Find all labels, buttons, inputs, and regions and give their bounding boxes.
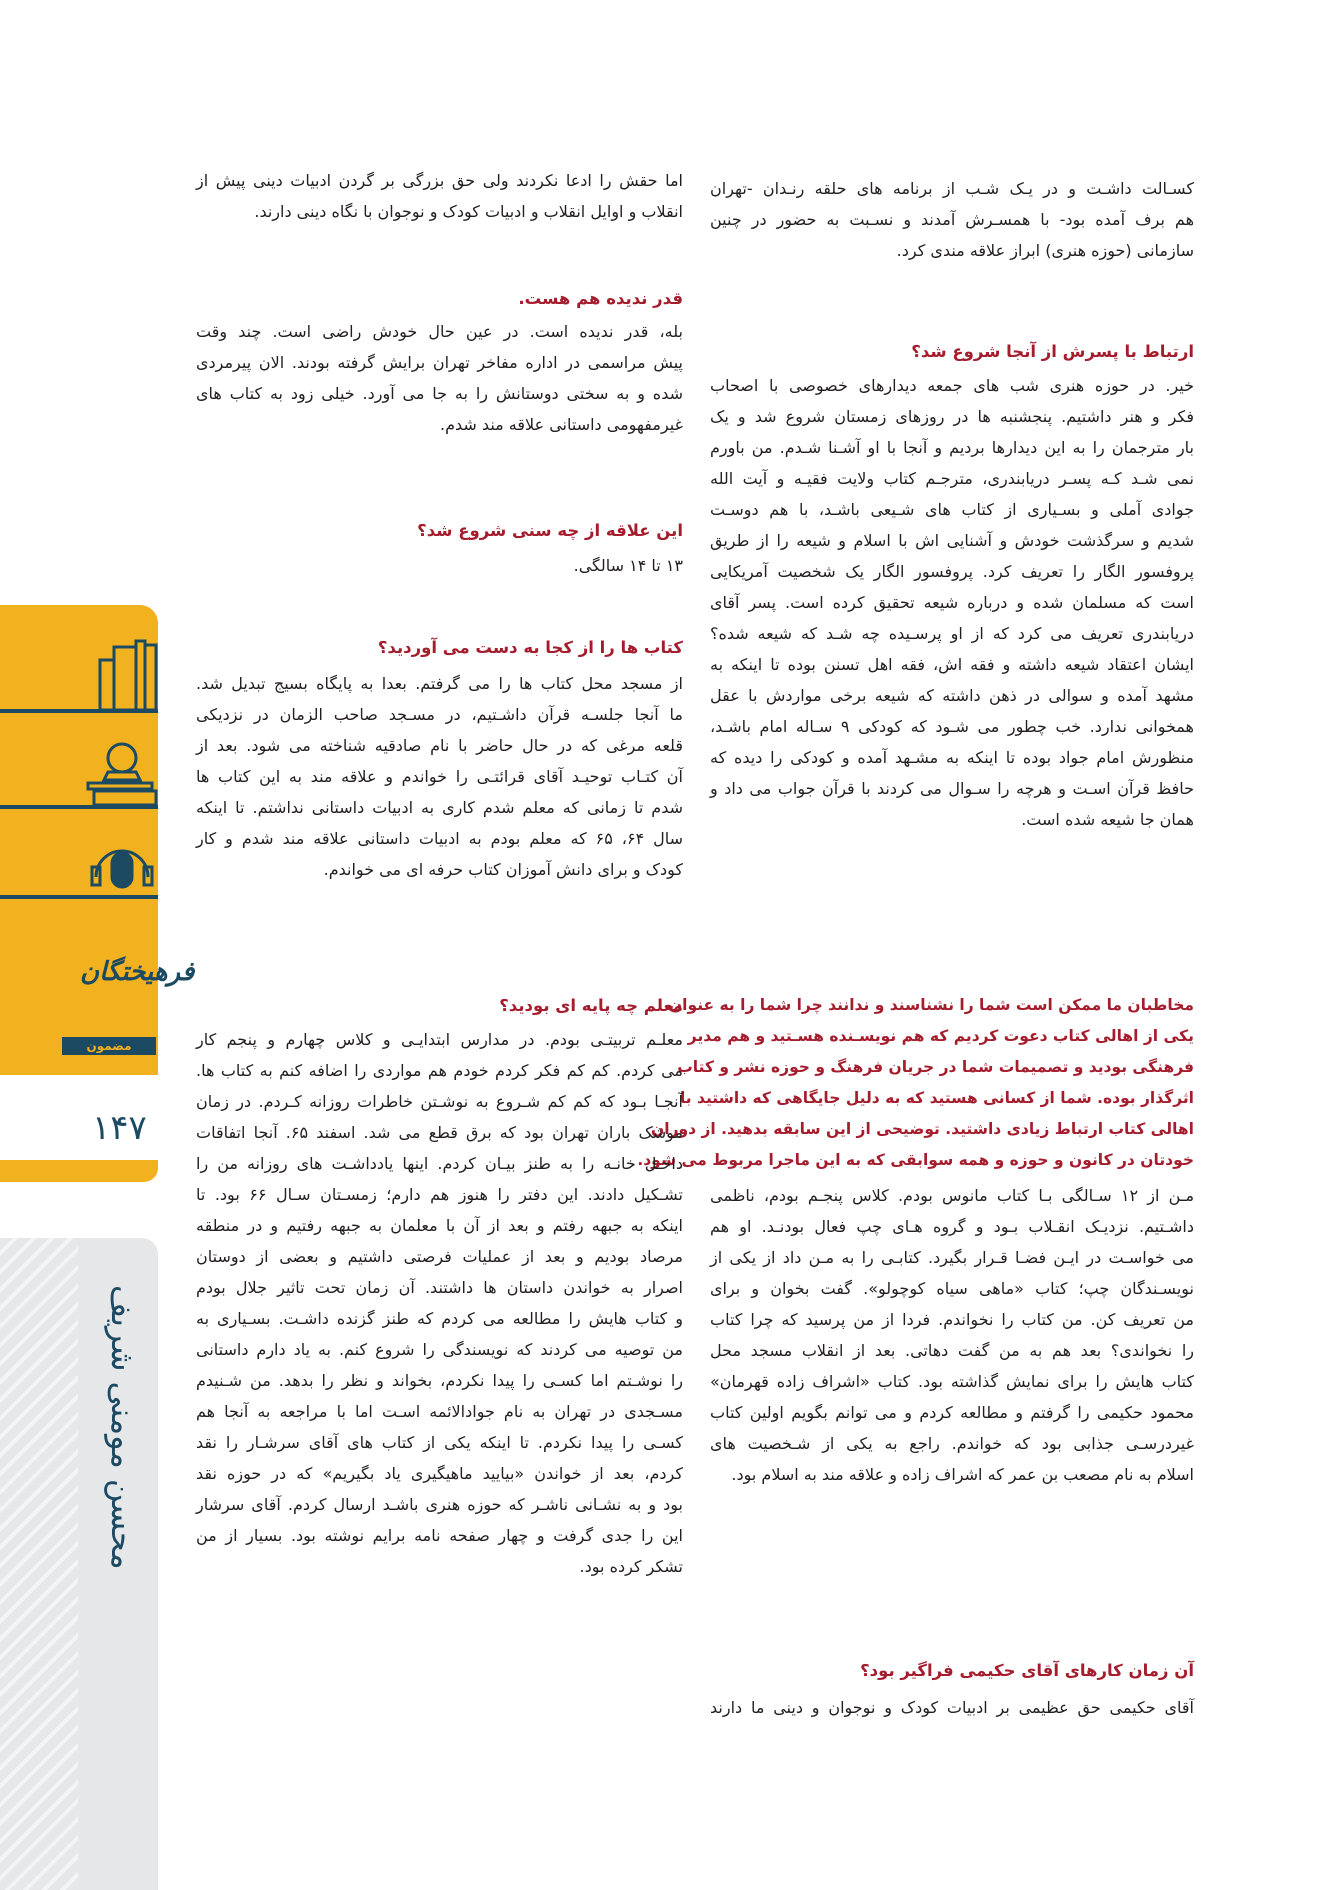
question-paragraph bbox=[637, 990, 1194, 1176]
text-line: قلعه مرغی که در حال حاضر با نام صادقیه شناخته می شود. بعد از bbox=[196, 736, 683, 755]
question-heading: ارتباط با پسرش از آنجا شروع شد؟ bbox=[911, 342, 1194, 361]
books-icon bbox=[100, 641, 156, 710]
text-line: آقای حکیمی حق عظیمی بر ادبیات کودک و نوجوان و دینی ما دارند bbox=[710, 1698, 1194, 1717]
text-line: محمود حکیمی را گرفتم و مطالعه کردم و می توانم بگویم اولین کتاب bbox=[710, 1403, 1194, 1422]
text-line: معلـم تربیتـی بودم. در مدارس ابتدایـی و کلاس چهارم و پنجم کار bbox=[196, 1030, 683, 1049]
text-line: داخـل خانـه را به طنز بیـان کردم. اینها یادداشـت های روزانه من را bbox=[196, 1154, 683, 1173]
text-line: من تعریف کن. من کتاب را نخواندم. فردا از من پرسید که چرا کتاب bbox=[710, 1310, 1194, 1329]
text-line: جوادی آملی و بسـیاری از کتاب های شـیعی باشـد، با هم دوسـت bbox=[710, 500, 1194, 519]
text-line: نمی شـد کـه پسـر دریابندری، مترجـم کتاب ولایت فقیـه و آیت الله bbox=[710, 469, 1194, 488]
question-heading: قدر ندیده هم هست. bbox=[518, 289, 683, 308]
text-line: آن کتـاب توحیـد آقای قرائتـی را خواندم و علاقه مند به این کتاب ها bbox=[196, 767, 683, 786]
text-line: منظورش امام جواد بوده تا اینکه به مشـهد آمده و کودکی را دیده که bbox=[710, 748, 1194, 767]
text-line: هم برف آمده بود- با همسـرش آمدند و نسـبت به حضور در چنین bbox=[710, 210, 1194, 229]
text-line: تشکر کرده بود. bbox=[579, 1557, 683, 1576]
text-line: یکی از اهالی کتاب دعوت کردیم که هم نویسـنده هسـتید و هم مدیر bbox=[687, 1027, 1194, 1045]
text-line: بود و به نشـانی ناشـر که حوزه هنری باشـد ارسال کردم. آقای سرشار bbox=[196, 1495, 683, 1514]
text-line: تشـکیل دادند. این دفتر را هنوز هم دارم؛ زمسـتان سـال ۶۶ بود. تا bbox=[196, 1185, 683, 1204]
clock-books-icon bbox=[88, 744, 156, 805]
text-line: مسـجدی در تهران به نام جوادالائمه اسـت اما با مراجعه به آنجا هم bbox=[196, 1402, 683, 1421]
text-line: را نوشـتم اما کسـی را پیدا نکردم، بخواند و نظر را بدهد. من شـنیدم bbox=[196, 1371, 683, 1390]
text-line: مشهد آمده و سوالی در ذهن داشته که شیعه برخی مواردش با عقل bbox=[710, 686, 1194, 705]
text-line: اهالی کتاب ارتباط زیادی داشتید. توضیحی از این سابقه بدهید. از دوران bbox=[651, 1120, 1194, 1138]
shelf-icons bbox=[0, 615, 158, 915]
text-line: اسلام به نام مصعب بن عمر که اشراف زاده و علاقه مند به اسلام بود. bbox=[731, 1465, 1194, 1484]
podcast-mic-icon bbox=[92, 851, 152, 887]
paragraph bbox=[710, 1692, 1194, 1723]
paragraph bbox=[196, 550, 683, 581]
text-line: ۱۳ تا ۱۴ سالگی. bbox=[573, 556, 683, 575]
text-line: بله، قدر ندیده است. در عین حال خودش راضی است. چند وقت bbox=[196, 322, 683, 341]
text-line: همان جا شیعه شده است. bbox=[1021, 810, 1194, 829]
text-line: را نخواندی؟ بعد هم به من گفت دهاتی. بعد از انقلاب مسجد محل bbox=[710, 1341, 1194, 1360]
text-line: سال ۶۴، ۶۵ که معلم بودم به ادبیات داستانی علاقه مند شدم و کار bbox=[196, 829, 684, 848]
text-line: شده و به سختی دوستانش را به جا می آورد. خیلی زود به کتاب های bbox=[196, 384, 683, 403]
text-line: ما آنجا جلسـه قرآن داشـتیم، در مسـجد صاحب الزمان در نزدیکی bbox=[196, 705, 683, 724]
text-line: داشـتیم. نزدیـک انقـلاب بـود و گروه هـای چپ فعال بودنـد. او هم bbox=[710, 1217, 1194, 1236]
right-column bbox=[637, 0, 1195, 1890]
text-line: کردم، بعد از خواندن «بیایید ماهیگیری یاد بگیریم» که در حوزه نقد bbox=[196, 1464, 683, 1483]
section-label: مضمون bbox=[62, 1037, 156, 1055]
tab-accent-bar bbox=[0, 1160, 158, 1182]
paragraph bbox=[196, 668, 683, 885]
text-line: بار مترجمان را به این دیدارها بردیم و آنجا با او آشـنا شـدم. من باورم bbox=[710, 438, 1194, 457]
text-line: فرهنگی بودید و تصمیمات شما در جریان فرهنگ و حوزه نشر و کتاب bbox=[677, 1058, 1194, 1076]
text-line: اما حقش را ادعا نکردند ولی حق بزرگی بر گردن ادبیات دینی پیش از bbox=[196, 171, 683, 190]
page-number: ۱۴۷ bbox=[92, 1108, 147, 1148]
text-line: است که مسلمان شده و درباره شیعه تحقیق کرده است. پسر آقای bbox=[710, 593, 1194, 612]
question-heading: این علاقه از چه سنی شروع شد؟ bbox=[417, 521, 683, 540]
text-line: می کردم. کم کم فکر کردم خودم هم مواردی را اضافه کنم به کتاب ها. bbox=[196, 1061, 683, 1080]
text-line: خودتان در کانون و حوزه و همه سوابقی که به این ماجرا مربوط می شود. bbox=[637, 1151, 1194, 1169]
text-line: مرصاد بودیم و بعد از عملیات فرصتی داشتیم و بعضی از دوستان bbox=[196, 1247, 683, 1266]
text-line: فکر و هنر داشتیم. پنجشنبه ها در روزهای زمستان شروع شد و یک bbox=[710, 407, 1194, 426]
text-line: غیردرسـی جذابی بود که خواندم. راجع به یکی از شـخصیت های bbox=[710, 1434, 1194, 1453]
text-line: انقلاب و اوایل انقلاب و ادبیات کودک و نوجوان با نگاه دینی دارند. bbox=[254, 202, 683, 221]
paragraph bbox=[710, 370, 1194, 835]
text-line: کسـالت داشـت و در یـک شـب از برنامه های حلقه رنـدان -تهران bbox=[710, 179, 1194, 198]
section-tab bbox=[0, 605, 195, 1075]
text-line: دریابندری تعریف می کرد که از او پرسـیده چه شـد که شیعه شده؟ bbox=[710, 624, 1194, 643]
text-line: کتاب هایش را برای نمایش گذاشته بود. کتاب «اشراف زاده قهرمان» bbox=[710, 1372, 1194, 1391]
text-line: و کتاب هایش را مطالعه می کردم که طنز گزنده داشـت. بسـیاری به bbox=[196, 1309, 683, 1328]
text-line: همخوانی ندارد. خب چطور می شـود که کودکی ۹ سـاله امام باشـد، bbox=[710, 717, 1194, 736]
text-line: آنجـا بـود که کم کم شـروع به نوشـتن خاطرات روزانه کـردم. در زمان bbox=[196, 1092, 683, 1111]
question-heading: آن زمان کارهای آقای حکیمی فراگیر بود؟ bbox=[860, 1661, 1194, 1680]
text-line: نویسـندگان چپ؛ کتاب «ماهی سیاه کوچولو». گفت بخوان و برای bbox=[710, 1279, 1194, 1298]
text-line: پروفسور الگار را تعریف کرد. پروفسور الگار یک شخصیت آمریکایی bbox=[710, 562, 1194, 581]
text-line: مـن از ۱۲ سـالگی بـا کتاب مانوس بودم. کلاس پنجـم بودم، ناظمی bbox=[710, 1186, 1195, 1205]
text-line: اثرگذار بوده. شما از کسانی هستید که به دلیل جایگاهی که داشتید با bbox=[679, 1089, 1194, 1107]
text-line: اینکه به جبهه رفتم و بعد از آن با معلمان به جبهه رفتیم و در منطقه bbox=[196, 1216, 683, 1235]
paragraph bbox=[196, 165, 683, 227]
text-line: موشک باران تهران بود که برق قطع می شد. اسفند ۶۵. آنجا اتفاقات bbox=[196, 1123, 684, 1142]
text-line: سازمانی (حوزه هنری) ابراز علاقه مندی کرد. bbox=[896, 241, 1194, 260]
text-line: خیر. در حوزه هنری شب های جمعه دیدارهای خصوصی با اصحاب bbox=[710, 376, 1194, 395]
text-line: کودک و برای دانش آموزان کتاب حرفه ای می خواندم. bbox=[323, 860, 683, 879]
text-line: این را جدی گرفت و چهار صفحه نامه برایم نوشته بود. بسیار از من bbox=[196, 1526, 683, 1545]
stripe-pattern bbox=[0, 1238, 78, 1890]
text-line: پیش مراسمی در اداره مفاخر تهران برایش گرفته بودند. الان پیرمردی bbox=[196, 353, 683, 372]
text-line: ایشان اعتقاد شیعه داشته و فقه اش، فقه اهل تسنن بوده تا اینکه به bbox=[710, 655, 1194, 674]
question-heading: معلم چه پایه ای بودید؟ bbox=[499, 996, 683, 1015]
question-heading: کتاب ها را از کجا به دست می آوردید؟ bbox=[377, 638, 683, 657]
text-line: می خواسـت در ایـن فضـا قـرار بگیرد. کتابـی را به مـن داد از یکی از bbox=[710, 1248, 1194, 1267]
paragraph bbox=[710, 173, 1194, 266]
author-name: محسن مومنی شریف bbox=[104, 1285, 142, 1570]
paragraph bbox=[710, 1180, 1194, 1490]
magazine-logo: فرهیختگان bbox=[80, 957, 195, 987]
left-column bbox=[196, 0, 683, 1890]
text-line: شدیم و سرگذشت خودش و آشنایی اش با اسلام و شیعه را از طریق bbox=[710, 531, 1194, 550]
text-line: کسـی را پیدا نکردم. تا اینکه یکی از کتاب های آقای سرشـار را نقد bbox=[196, 1433, 683, 1452]
text-line: مخاطبان ما ممکن است شما را نشناسند و ندانند چرا شما را به عنوان bbox=[668, 996, 1194, 1014]
text-line: من توصیه می کردند که نویسندگی را شروع کنم. به یاد دارم داستانی bbox=[196, 1340, 683, 1359]
text-line: غیرمفهومی داستانی علاقه مند شدم. bbox=[440, 415, 683, 434]
text-line: اصرار به خواندن داستان ها داشتند. آن زمان تحت تاثیر جلال بودم bbox=[196, 1278, 683, 1297]
paragraph bbox=[196, 316, 683, 440]
text-line: از مسجد محل کتاب ها را می گرفتم. بعدا به پایگاه بسیج تبدیل شد. bbox=[196, 674, 683, 693]
text-line: حافظ قرآن اسـت و هرچه را سـوال می کردند با قرآن جواب می داد و bbox=[710, 779, 1194, 798]
text-line: شدم تا زمانی که معلم شدم کاری به ادبیات داستانی نداشتم. تا اینکه bbox=[196, 798, 683, 817]
paragraph bbox=[196, 1024, 683, 1582]
